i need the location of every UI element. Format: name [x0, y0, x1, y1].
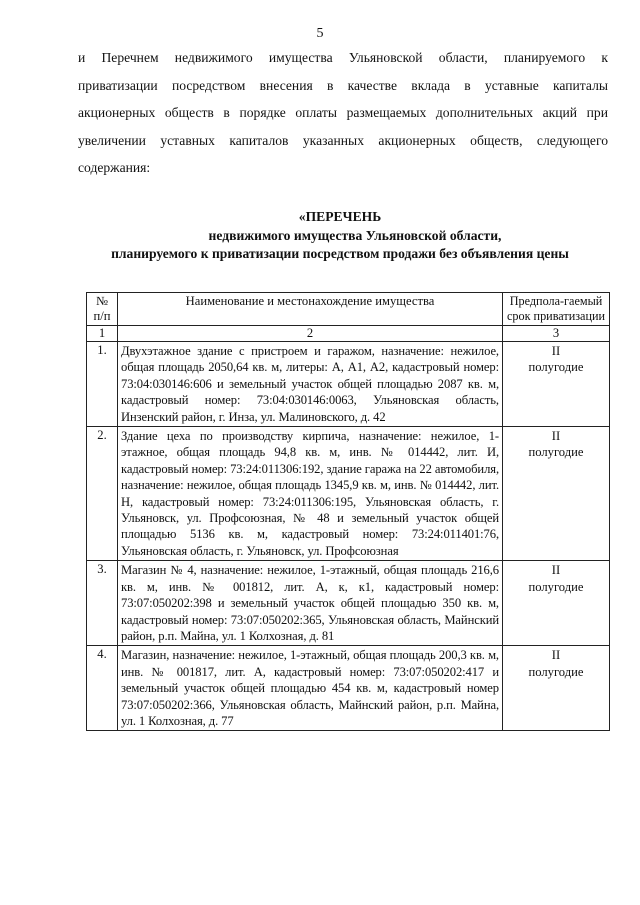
table-row	[87, 646, 610, 731]
row-term	[503, 427, 610, 561]
title-line-3: планируемого к приватизации посредством продажи без объявления цены	[111, 246, 569, 261]
term-label: полугодие	[528, 360, 584, 375]
intro-line: акционерных обществ в порядке оплаты размещаемых дополнительных акций при	[78, 105, 608, 120]
table-header-row	[87, 293, 610, 326]
list-title	[70, 208, 610, 264]
intro-line: и Перечнем недвижимого имущества Ульяновской области, планируемого к	[78, 50, 608, 65]
intro-line: содержания:	[78, 160, 151, 175]
row-number: 1.	[87, 342, 118, 427]
row-property-description: Двухэтажное здание с пристроем и гаражом, назначение: нежилое, общая площадь 2050,64 кв. м, литеры: А, А1, А2, кадастровый номер: 73:04:030146:606 и земельный участок общей площадью 2087 кв. м, кадастровый номер: 73:04:030146:0063, Ульяновская область, Инзенский район, г. Инза, ул. Малиновского, д. 42	[118, 342, 503, 427]
term-half: II	[551, 344, 561, 358]
row-number: 3.	[87, 561, 118, 646]
row-term	[503, 561, 610, 646]
title-line-2: недвижимого имущества Ульяновской области,	[208, 227, 502, 243]
header-number: № п/п	[87, 293, 118, 326]
intro-line: увеличении уставных капиталов указанных акционерных обществ, следующего	[78, 132, 608, 148]
table-row	[87, 561, 610, 646]
index-cell: 3	[503, 326, 610, 342]
intro-line: приватизации посредством внесения в качестве вклада в уставные капиталы	[78, 77, 608, 93]
title-line-1: «ПЕРЕЧЕНЬ	[298, 209, 382, 224]
table-index-row	[87, 326, 610, 342]
row-property-description: Магазин, назначение: нежилое, 1-этажный, общая площадь 200,3 кв. м, инв. № 001817, лит. А, кадастровый номер: 73:07:050202:417 и земельный участок общей площадью 454 кв. м, кадастровый номер 73:07:050202:366, Ульяновская область, Майнский район, р.п. Майна, ул. 1 Колхозная, д. 77	[118, 646, 503, 731]
table-row	[87, 342, 610, 427]
term-label: полугодие	[528, 445, 584, 460]
index-cell: 2	[118, 326, 503, 342]
intro-paragraph	[78, 44, 608, 182]
term-half: II	[551, 429, 561, 444]
term-label: полугодие	[528, 579, 584, 594]
index-cell: 1	[87, 326, 118, 342]
page-number: 5	[316, 26, 324, 41]
row-property-description: Здание цеха по производству кирпича, назначение: нежилое, 1-этажное, общая площадь 94,8 кв. м, инв. № 014442, лит. И, кадастровый номер: 73:24:011306:192, здание гаража на 22 автомобиля, назначение: нежилое, общая площадь 1345,9 кв. м, инв. № 014442, лит. Н, кадастровый номер: 73:24:011306:195, Ульяновская область, г. Ульяновск, ул. Профсоюзная, № 48 и земельный участок общей площадью 5136 кв. м, кадастровый номер: 73:24:011401:76, Ульяновская область, г. Ульяновск, ул. Профсоюзная	[118, 427, 503, 561]
term-label: полугодие	[528, 664, 584, 679]
row-property-description: Магазин № 4, назначение: нежилое, 1-этажный, общая площадь 216,6 кв. м, инв. № 001812, лит. А, к, к1, кадастровый номер: 73:07:050202:398 и земельный участок общей площадью 350 кв. м, кадастровый номер: 73:07:050202:365, Ульяновская область, Майнский район, р.п. Майна, ул. 1 Колхозная, д. 81	[118, 561, 503, 646]
table-row	[87, 427, 610, 561]
row-term	[503, 646, 610, 731]
row-number: 4.	[87, 646, 118, 731]
property-table	[86, 292, 610, 731]
term-half: II	[551, 648, 561, 663]
row-number: 2.	[87, 427, 118, 561]
header-privatization-term: Предпола-гаемый срок приватизации	[503, 293, 610, 326]
row-term	[503, 342, 610, 427]
header-name-location: Наименование и местонахождение имущества	[118, 293, 503, 326]
term-half: II	[551, 563, 561, 578]
